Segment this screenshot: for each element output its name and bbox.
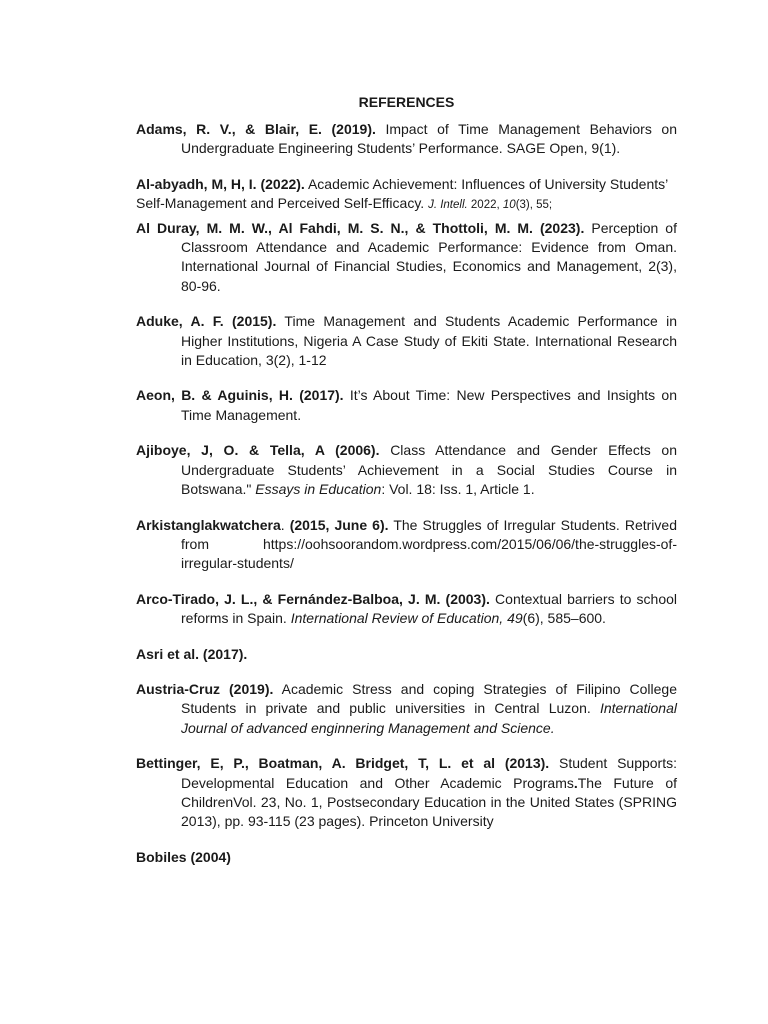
reference-author: Al Duray, M. M. W., Al Fahdi, M. S. N., & Thottoli, M. M. (2023). — [136, 219, 585, 236]
reference-author: Aeon, B. & Aguinis, H. (2017). — [136, 387, 344, 404]
reference-rest: (6), 585–600. — [522, 610, 606, 627]
reference-year: 2022, — [467, 199, 503, 212]
reference-text: Contextual barriers to school reforms in Spain. — [181, 590, 677, 627]
reference-author: Asri et al. (2017). — [136, 645, 248, 662]
reference-entry-adams — [136, 120, 677, 159]
reference-journal: J. Intell. — [428, 199, 468, 212]
reference-author: Arco-Tirado, J. L., & Fernández-Balboa, J. M. (2003). — [136, 590, 490, 607]
reference-journal: International Review of Education, 49 — [290, 610, 523, 627]
reference-text: Perception of Classroom Attendance and Academic Performance: Evidence from Oman. International Journal of Financial Studies, Economics and Management, 2(3), 80-96. — [181, 219, 677, 294]
reference-author: Bobiles (2004) — [136, 848, 231, 865]
reference-author: Bettinger, E, P., Boatman, A. Bridget, T, L. et al (2013). — [136, 755, 550, 772]
reference-entry-asri — [136, 645, 677, 664]
reference-entry-aduke — [136, 312, 677, 370]
reference-entry-alabyadh — [136, 175, 677, 216]
reference-text: Academic Stress and coping Strategies of Filipino College Students in private and public universities in Central Luzon. — [181, 680, 678, 717]
reference-author: Al-abyadh, M, H, I. (2022). — [136, 175, 305, 192]
reference-author: Austria-Cruz (2019). — [136, 680, 274, 697]
reference-date: (2015, June 6). — [289, 516, 389, 533]
reference-journal: Essays in Education — [255, 481, 382, 498]
reference-separator: . — [280, 516, 290, 533]
reference-rest: (3), 55; — [515, 199, 553, 212]
references-page — [136, 94, 677, 883]
reference-author: Aduke, A. F. (2015). — [136, 313, 277, 330]
reference-entry-austria — [136, 680, 677, 738]
reference-entry-ajiboye — [136, 441, 677, 499]
reference-text: Impact of Time Management Behaviors on Undergraduate Engineering Students’ Performance. SAGE Open, 9(1). — [181, 121, 677, 157]
reference-rest: : Vol. 18: Iss. 1, Article 1. — [381, 481, 535, 498]
reference-author: Arkistanglakwatchera — [136, 516, 281, 533]
reference-text: The Struggles of Irregular Students. Retrived from https://oohsoorandom.wordpress.com/2015/06/06/the-struggles-of-irregular-students/ — [181, 516, 677, 572]
reference-text: Time Management and Students Academic Performance in Higher Institutions, Nigeria A Case Study of Ekiti State. International Research in Education, 3(2), 1-12 — [181, 313, 677, 369]
reference-text: Class Attendance and Gender Effects on Undergraduate Students’ Achievement in a Social Studies Course in Botswana." — [181, 442, 677, 498]
reference-entry-alduray — [136, 219, 677, 297]
reference-text: It’s About Time: New Perspectives and Insights on Time Management. — [181, 387, 678, 423]
reference-entry-arco — [136, 590, 677, 629]
references-heading: REFERENCES — [358, 94, 455, 110]
reference-text: Academic Achievement: Influences of University Students’ Self-Management and Perceived Self-Efficacy. — [136, 175, 668, 212]
reference-volume: 10 — [502, 199, 516, 212]
reference-author: Ajiboye, J, O. & Tella, A (2006). — [136, 442, 380, 459]
reference-rest: The Future of ChildrenVol. 23, No. 1, Postsecondary Education in the United States (SPRING 2013), pp. 93-115 (23 pages). Princeton University — [181, 774, 677, 830]
reference-text: Student Supports: Developmental Education and Other Academic Programs — [181, 755, 677, 791]
reference-entry-arkistang — [136, 516, 677, 574]
reference-journal: International Journal of advanced enginnering Management and Science. — [181, 700, 677, 736]
reference-separator: . — [573, 774, 578, 791]
reference-entry-bobiles — [136, 848, 677, 867]
reference-entry-bettinger — [136, 754, 677, 832]
reference-entry-aeon — [136, 386, 677, 425]
reference-author: Adams, R. V., & Blair, E. (2019). — [136, 121, 376, 137]
